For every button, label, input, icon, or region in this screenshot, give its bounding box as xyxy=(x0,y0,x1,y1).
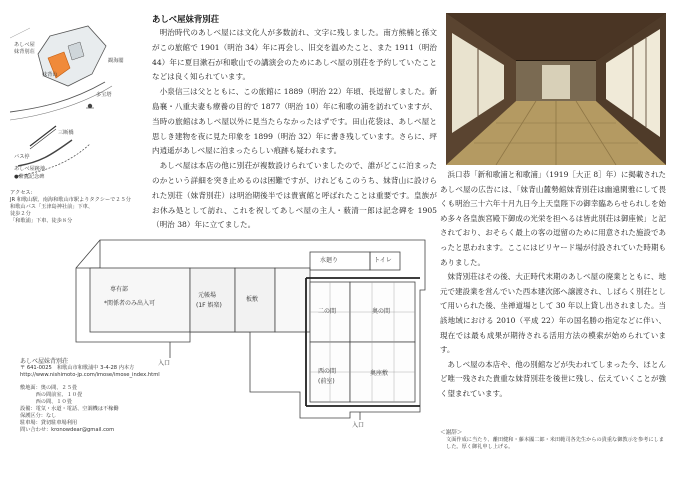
access-line: 徒歩２分 xyxy=(10,211,31,217)
map-label-bus-stop: バス停 xyxy=(14,154,30,160)
intro-text xyxy=(152,26,437,233)
access-line: 「和歌浦」下車、徒歩８分 xyxy=(10,218,73,224)
intro-paragraph: あしべ屋は本店の他に別荘が複数設けられていましたので、誰がどこに泊まったのかという詳細を突き止めるのは困難ですが、けれどもこのうち、妹背山に設けられた別荘（妹背別荘）は明治期後半では貴賓館と呼ばれたことは重要です。皇族がお休み処として訪れ、これを祝してあしべ屋の主人・薮清一郎は記念碑を 1905（明治 38）年に立てました。 xyxy=(152,161,437,230)
room-wooden-floor: 板敷 xyxy=(246,296,259,303)
map-label-imose-bessou: 妹背別荘 xyxy=(14,49,35,55)
intro-paragraph: 小泉信三は父とともに、この旅館に 1889（明治 22）年頃、長逗留しました。新島襄・八重夫妻も療養の目的で 1877（明治 10）年に和歌の浦を訪れていますが、当時の旅館はあしべ屋以外に見当たらなかったはずです。田山花袋は、あしべ屋と思しき建物を夜に見た印象を 1899（明治 32）年に書き残しています。さらに、坪内逍遥があしべ屋に泊まったらしい痕跡も疑われます。 xyxy=(152,87,437,156)
location-map xyxy=(10,16,140,188)
building-url: http://www.nishimoto-jp.com/imose/imose_index.html xyxy=(20,372,160,378)
right-paragraph: 妹背別荘はその後、大正時代末期のあしべ屋の廃業とともに、地元で建設業を営んでいた西本建次郎へ譲渡され、しばらく別荘として用いられた後、坐禅道場として 30 年以上貸し出されました。当該地域における 2010（平成 22）年の国名勝の指定などに伴い、現在では最も成果が期待される活用方法の模索が始められています。 xyxy=(440,272,666,355)
building-name: あしべ屋妹背別荘 xyxy=(20,358,69,365)
entrance-label: 入口 xyxy=(158,360,171,367)
right-text xyxy=(440,168,666,402)
access-line: アクセス: xyxy=(10,190,33,196)
acknowledgements-title: ＜謝辞＞ xyxy=(440,430,463,436)
map-label-ashibeya-site: あしべ屋跡地 xyxy=(14,166,46,172)
building-info xyxy=(20,358,210,434)
map-label-kankaikaku: 観海閣 xyxy=(108,58,124,64)
acknowledgements-text: 文面作成に当たり、離田健和・藤本國二郎・米田範司各先生からの貴重な御教示を参考にしました。厚く御礼申し上げる。 xyxy=(446,437,664,450)
right-paragraph: 浜口恭「新和歌浦と和歌浦」（1919［大正 8］年）に掲載されたあしべ屋の広告には、「妹背山麓勢館妹背別荘は幽遠閑雅にして畏くも明治三十六年十月九日今上天皇陛下の御幸臨あらせられしを始め多々各皇族宮殿下御成の光栄を担へるは皆此別荘は御座候」と記されており、おそらく最上の客の逗留のために用意された施設であったと思われます。ここにはビリヤード場が付設されていた時期もありました。 xyxy=(440,170,666,267)
room-private: 専有部 xyxy=(110,286,129,293)
interior-photo-image xyxy=(446,13,666,165)
spec-line: 設備：電気・水道・電話、空調機は不稼働 xyxy=(20,406,119,412)
page-heading: あしべ屋妹背別荘 xyxy=(152,14,219,24)
map-label-monument: ●紫鷹記念碑 xyxy=(14,174,45,180)
building-address: 〒 641-0025 和歌山市和歌浦中 3-4-28 内本方 xyxy=(20,365,135,371)
map-label-sandankyo: 三断橋 xyxy=(58,130,74,136)
room-toilet: トイレ xyxy=(374,257,392,264)
spec-line: 敷地面：奥の間、２５畳 xyxy=(20,385,78,391)
access-info xyxy=(10,190,144,225)
map-label-tahoto: 多宝塔 xyxy=(96,92,112,98)
room-ni-no-ma: 二の間 xyxy=(318,308,337,315)
interior-photo xyxy=(446,13,666,165)
map-label-imoseyama: 妹背山 xyxy=(42,72,58,78)
entrance-label: 入口 xyxy=(352,422,365,429)
map-label-ashibeya: あしべ屋 xyxy=(14,42,35,48)
acknowledgements xyxy=(440,430,666,451)
room-nishi-no-ma: 西の間 xyxy=(318,368,337,375)
room-private-note: *関係者のみ出入可 xyxy=(104,300,156,307)
spec-line: 駐車場：貸切駐車場利用 xyxy=(20,420,78,426)
spec-line: 西の間、１０畳 xyxy=(20,399,72,405)
spec-line: 西の間前室、１０畳 xyxy=(20,392,83,398)
room-anteroom: (前室) xyxy=(318,378,335,385)
spec-line: 保護区分：なし xyxy=(20,413,57,419)
access-line: 和歌山バス「玉津島神社前」下車、 xyxy=(10,204,94,210)
access-line: JR 和歌山駅、南海和歌山市駅よりタクシーで２５分 xyxy=(10,197,131,203)
room-water: 水廻り xyxy=(320,257,339,264)
room-oku-no-ma: 奥の間 xyxy=(372,308,391,315)
intro-paragraph: 明治時代のあしべ屋には文化人が多数訪れ、文字に残しました。南方熊楠と孫文がこの旅館で 1901（明治 34）年に再会し、旧交を温めたこと、また 1911（明治 44）年に夏目漱石が和歌山での講演会のためにあしべ屋の別荘を予約していたことなどは良く知られています。 xyxy=(152,28,437,82)
room-former-office-note: (1F 娯楽) xyxy=(196,302,222,309)
room-oku-zashiki: 奥座敷 xyxy=(370,370,389,377)
right-paragraph: あしべ屋の本店や、他の別館などが失われてしまった今、ほとんど唯一残された貴重な妹背別荘を後世に残し、伝えていくことが強く望まれています。 xyxy=(440,359,666,398)
spec-line: 問い合わせ：kronowdear@gmail.com xyxy=(20,427,115,433)
room-former-office: 元帳場 xyxy=(198,292,217,299)
